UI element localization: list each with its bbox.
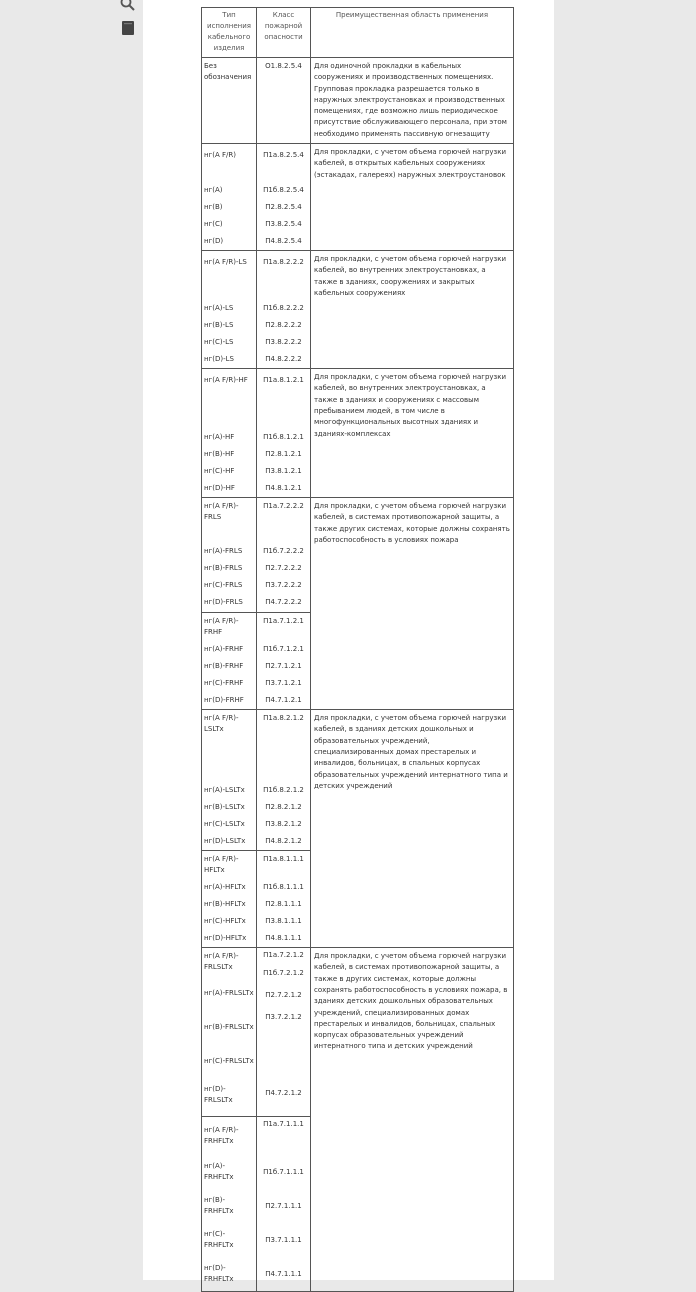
table-row (202, 948, 514, 1117)
cell-class: П1б.8.1.2.1 (263, 433, 304, 442)
cell-type: нг(C)-LS (204, 338, 234, 347)
cell-class: П4.8.1.1.1 (265, 934, 302, 943)
cell-class: П1б.7.2.2.2 (263, 547, 304, 556)
cell-type: нг(C)-FRLSLTx (204, 1056, 254, 1065)
cell-class: П3.8.2.1.2 (265, 820, 302, 829)
cell-type: нг(B)-LS (204, 321, 234, 330)
cell-class: П2.7.1.2.1 (265, 662, 302, 671)
cell-type: нг(A F/R)-HF (204, 375, 248, 384)
cell-type: нг(D)-FRHF (204, 696, 244, 705)
cell-class: П1б.8.2.2.2 (263, 304, 304, 313)
document-icon[interactable] (120, 20, 136, 36)
cell-class: П1а.7.2.2.2 (263, 502, 304, 511)
cell-type: нг(B) (204, 203, 223, 212)
table-row (202, 251, 514, 369)
cell-type: нг(C) (204, 220, 223, 229)
cell-class: П3.7.1.2.1 (265, 679, 302, 688)
cell-class: П1б.8.2.1.2 (263, 786, 304, 795)
cell-class: П2.8.2.1.2 (265, 803, 302, 812)
table-header-row (202, 8, 514, 58)
cell-type: нг(A F/R)-FRHF (204, 617, 239, 637)
cell-class: П1б.7.1.1.1 (263, 1167, 304, 1176)
cell-class: П1а.7.1.2.1 (263, 617, 304, 626)
cell-type: нг(D)-FRHFLTx (204, 1264, 234, 1284)
cell-class: П2.7.1.1.1 (265, 1201, 302, 1210)
cell-type: нг(B)-FRHFLTx (204, 1196, 234, 1216)
cell-type: нг(A F/R)-FRHFLTx (204, 1126, 239, 1146)
cell-type: нг(C)-HFLTx (204, 917, 246, 926)
cell-type: нг(C)-FRHFLTx (204, 1230, 234, 1250)
cell-type: Без обозначения (202, 58, 257, 144)
header-area: Преимущественная область применения (311, 8, 514, 58)
cell-type: нг(A)-LS (204, 304, 234, 313)
cell-type: нг(A)-FRHFLTx (204, 1162, 234, 1182)
cell-class: П1а.8.2.5.4 (263, 150, 304, 159)
cell-type: нг(A F/R)-FRLS (204, 502, 239, 522)
cell-type: нг(D)-FRLS (204, 598, 243, 607)
cell-class: П1б.7.1.2.1 (263, 645, 304, 654)
cell-class: П3.8.2.2.2 (265, 338, 302, 347)
cell-type: нг(A F/R) (204, 150, 236, 159)
cell-type: нг(A F/R)-LS (204, 257, 247, 266)
cell-area: Для прокладки, с учетом объема горючей нагрузки кабелей, в системах противопожарной защиты, а также в других системах, которые должны сохранять работоспособность в условиях пожара, в зданиях детских дошкольных образовательных учреждений, специализированных домах престарелых и инвалидов, больницах, спальных корпусах образовательных учреждений интернатного типа и детских учреждений (311, 948, 514, 1292)
cell-area: Для прокладки, с учетом объема горючей нагрузки кабелей, во внутренних электроустановках, а также в зданиях, сооружениях и закрытых кабельных сооружениях (311, 251, 514, 369)
cell-type: нг(D)-LSLTx (204, 837, 246, 846)
header-class: Класс пожарной опасности (257, 8, 311, 58)
cell-type: нг(B)-FRLSLTx (204, 1022, 254, 1031)
cell-class: П1а.7.2.1.2 (263, 950, 304, 959)
cell-class: П1б.7.2.1.2 (263, 968, 304, 977)
cell-type: нг(B)-FRHF (204, 662, 244, 671)
cell-class: П4.7.1.2.1 (265, 696, 302, 705)
cell-class: П1а.8.2.2.2 (263, 257, 304, 266)
cell-class: П1а.8.1.2.1 (263, 375, 304, 384)
cell-type: нг(B)-HF (204, 450, 235, 459)
cell-class: П4.8.2.1.2 (265, 837, 302, 846)
cell-class: П2.8.1.2.1 (265, 450, 302, 459)
cell-class: П2.8.1.1.1 (265, 900, 302, 909)
cell-type: нг(B)-FRLS (204, 564, 243, 573)
cell-class: П2.8.2.5.4 (265, 203, 302, 212)
cell-type: нг(A)-FRLS (204, 547, 243, 556)
cell-class: П2.8.2.2.2 (265, 321, 302, 330)
cell-class: П1а.7.1.1.1 (263, 1119, 304, 1128)
cell-type: нг(C)-FRHF (204, 679, 244, 688)
cell-class: П3.8.1.1.1 (265, 917, 302, 926)
cell-type: нг(A)-HF (204, 433, 235, 442)
cell-type: нг(D)-HF (204, 484, 235, 493)
cell-area: Для одиночной прокладки в кабельных сооружениях и производственных помещениях. Групповая прокладка разрешается только в наружных электроустановках и производственных помещениях, где возможно лишь периодическое присутствие обслуживающего персонала, при этом необходимо применять пассивную огнезащиту (311, 58, 514, 144)
cell-class: П1а.8.1.1.1 (263, 855, 304, 864)
cell-class: П4.8.2.2.2 (265, 355, 302, 364)
cell-class: П4.7.2.2.2 (265, 598, 302, 607)
table-row (202, 144, 514, 251)
cell-type: нг(B)-LSLTx (204, 803, 245, 812)
cell-class: П3.7.1.1.1 (265, 1235, 302, 1244)
cell-type: нг(D)-HFLTx (204, 934, 247, 943)
cell-area: Для прокладки, с учетом объема горючей нагрузки кабелей, во внутренних электроустановках, а также в зданиях и сооружениях с массовым пребыванием людей, в том числе в многофункциональных высотных зданиях и зданиях-комплексах (311, 369, 514, 498)
header-type: Тип исполнения кабельного изделия (202, 8, 257, 58)
cell-class: П3.8.2.5.4 (265, 220, 302, 229)
cell-class: П1б.8.2.5.4 (263, 186, 304, 195)
cell-area: Для прокладки, с учетом объема горючей нагрузки кабелей, в системах противопожарной защиты, а также других системах, которые должны сохранять работоспособность в условиях пожара (311, 498, 514, 710)
cell-type: нг(A F/R)-FRLSLTx (204, 952, 239, 972)
cell-type: нг(D) (204, 237, 224, 246)
cell-class: П4.7.2.1.2 (265, 1088, 302, 1097)
cell-class: П3.7.2.2.2 (265, 581, 302, 590)
cell-type: нг(A F/R)-LSLTx (204, 714, 239, 734)
cell-class: П1б.8.1.1.1 (263, 883, 304, 892)
cell-class: П4.7.1.1.1 (265, 1269, 302, 1278)
cell-type: нг(A)-FRLSLTx (204, 988, 254, 997)
cell-type: нг(D)-FRLSLTx (204, 1085, 233, 1105)
cell-type: нг(A)-LSLTx (204, 786, 245, 795)
table-row (202, 498, 514, 613)
cell-type: нг(A)-HFLTx (204, 883, 246, 892)
cell-class: О1.8.2.5.4 (257, 58, 311, 144)
cell-type: нг(C)-FRLS (204, 581, 243, 590)
cell-area: Для прокладки, с учетом объема горючей нагрузки кабелей, в открытых кабельных сооружениях (эстакадах, галереях) наружных электроустановок (311, 144, 514, 251)
cell-type: нг(C)-LSLTx (204, 820, 245, 829)
cell-class: П2.7.2.1.2 (265, 990, 302, 999)
cell-class: П3.8.1.2.1 (265, 467, 302, 476)
cell-type: нг(A) (204, 186, 223, 195)
search-icon[interactable] (120, 0, 136, 12)
cell-type: нг(B)-HFLTx (204, 900, 246, 909)
cell-class: П2.7.2.2.2 (265, 564, 302, 573)
viewer-toolbar (114, 0, 142, 40)
cell-type: нг(A)-FRHF (204, 645, 244, 654)
cell-type: нг(C)-HF (204, 467, 235, 476)
cell-area: Для прокладки, с учетом объема горючей нагрузки кабелей, в зданиях детских дошкольных и образовательных учреждений, специализированных домах престарелых и инвалидов, больницах, в спальных корпусах образовательных учреждений интернатного типа и детских учреждений (311, 710, 514, 948)
cell-type: нг(D)-LS (204, 355, 234, 364)
cell-class: П3.7.2.1.2 (265, 1012, 302, 1021)
cell-type: нг(A F/R)-HFLTx (204, 855, 239, 875)
table-row (202, 710, 514, 851)
table-row (202, 369, 514, 498)
cell-class: П4.8.2.5.4 (265, 237, 302, 246)
table-row (202, 58, 514, 144)
cell-class: П4.8.1.2.1 (265, 484, 302, 493)
cell-class: П1а.8.2.1.2 (263, 714, 304, 723)
cable-fire-class-table (201, 7, 514, 1292)
